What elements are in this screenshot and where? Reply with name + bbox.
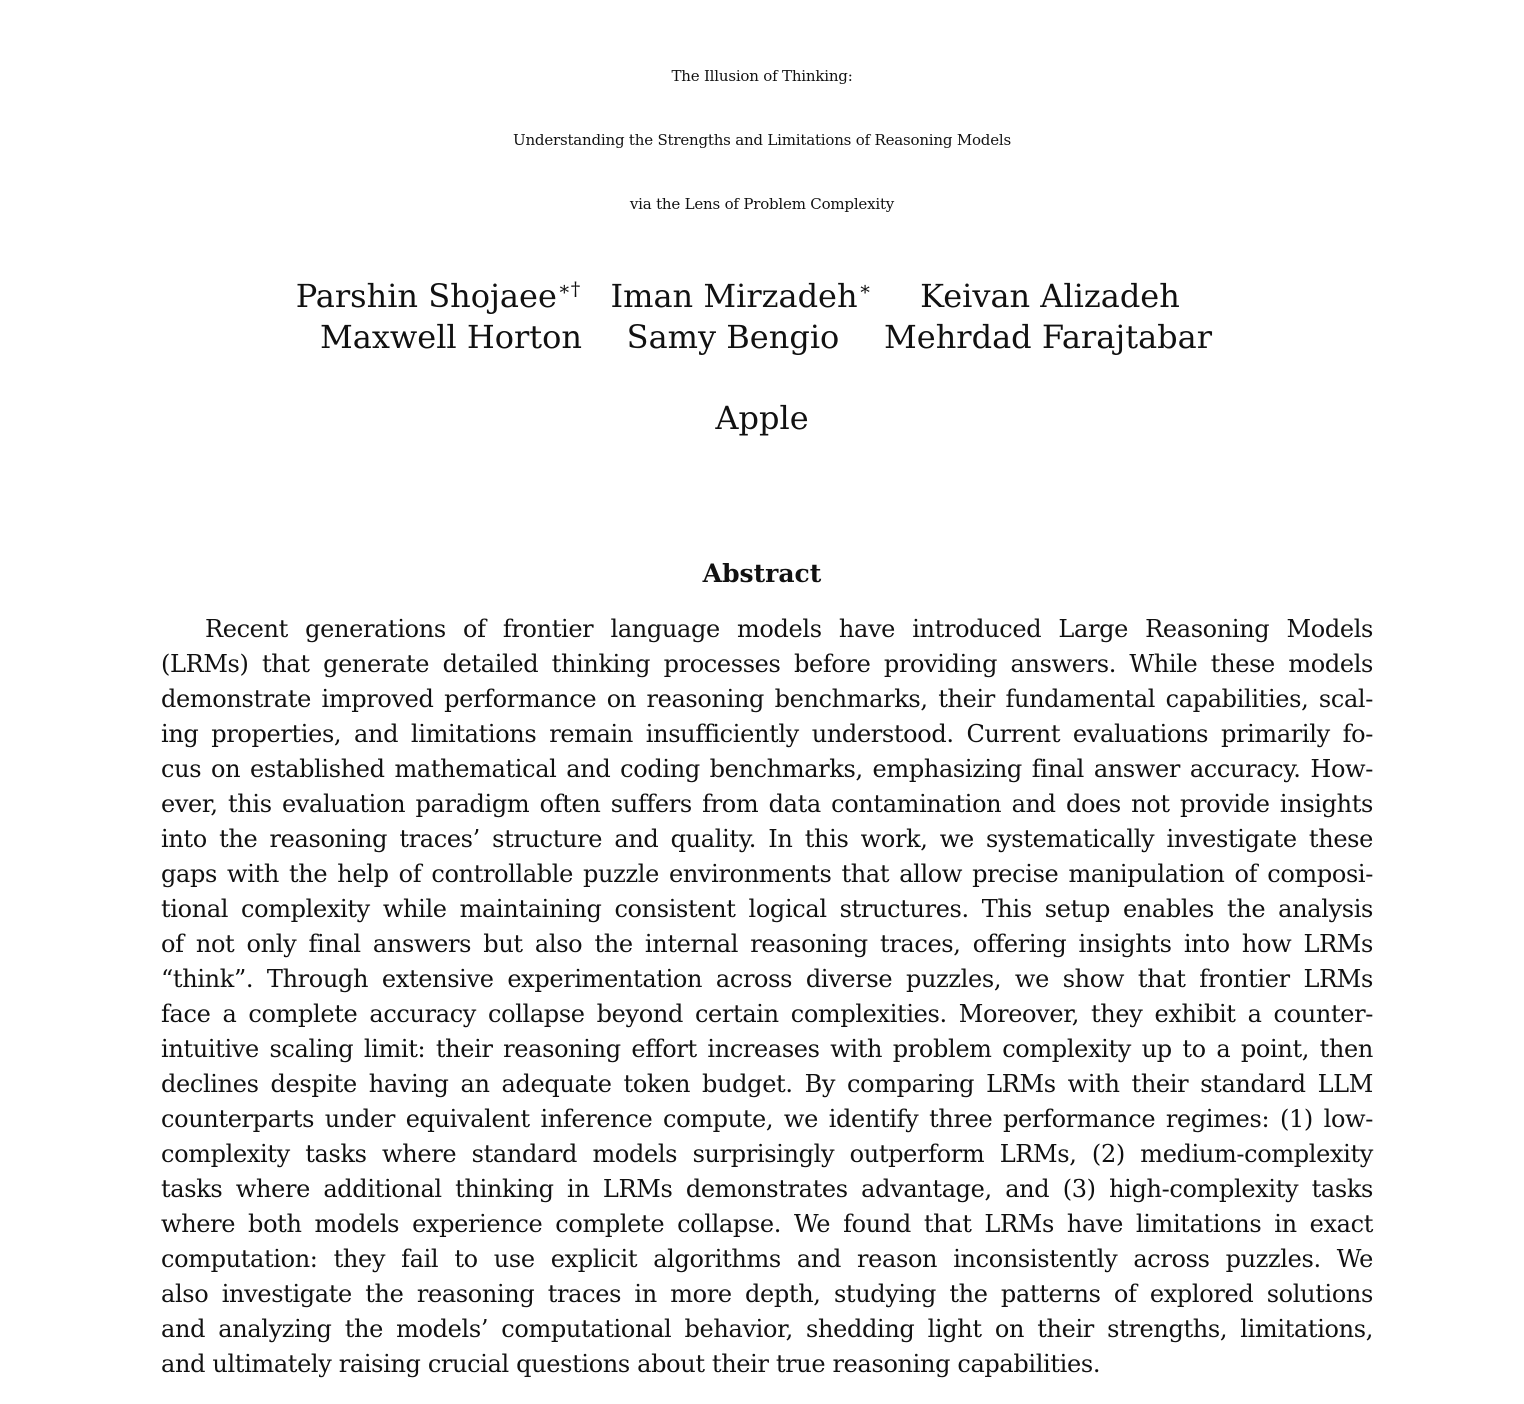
- abstract-line: face a complete accuracy collapse beyond certain complexities. Moreover, they exhibit a counter-: [161, 1000, 1373, 1028]
- abstract-line: of not only final answers but also the internal reasoning traces, offering insights into how LRMs: [161, 930, 1373, 958]
- abstract-line: tional complexity while maintaining consistent logical structures. This setup enables the analysis: [161, 895, 1373, 923]
- abstract-line: also investigate the reasoning traces in more depth, studying the patterns of explored solutions: [161, 1280, 1373, 1308]
- abstract-line: into the reasoning traces’ structure and quality. In this work, we systematically investigate these: [161, 825, 1373, 853]
- author-name: Samy Bengio: [626, 318, 840, 356]
- abstract-line: ing properties, and limitations remain insufficiently understood. Current evaluations primarily fo-: [161, 720, 1373, 748]
- abstract-line: intuitive scaling limit: their reasoning effort increases with problem complexity up to a point, then: [161, 1035, 1373, 1063]
- abstract-line: tasks where additional thinking in LRMs demonstrates advantage, and (3) high-complexity tasks: [161, 1175, 1373, 1203]
- title-line-2: Understanding the Strengths and Limitations of Reasoning Models: [513, 131, 1011, 149]
- author-name: Parshin Shojaee∗†: [295, 277, 581, 315]
- author-name: Mehrdad Farajtabar: [883, 318, 1213, 356]
- abstract-line: where both models experience complete collapse. We found that LRMs have limitations in exact: [161, 1210, 1373, 1238]
- affiliation: Apple: [715, 399, 809, 437]
- abstract-heading: Abstract: [702, 559, 822, 588]
- author-name: Maxwell Horton: [319, 318, 583, 356]
- author-row-1: [0, 276, 1524, 316]
- author-footnote-mark: ∗: [858, 278, 872, 301]
- title-line-1: The Illusion of Thinking:: [671, 67, 853, 85]
- abstract-line: and ultimately raising crucial questions about their true reasoning capabilities.: [161, 1350, 1101, 1378]
- author-name: Iman Mirzadeh∗: [610, 277, 872, 315]
- abstract-body: [161, 612, 1373, 1382]
- abstract-line: and analyzing the models’ computational behavior, shedding light on their strengths, limitations,: [161, 1315, 1373, 1343]
- abstract-line: cus on established mathematical and coding benchmarks, emphasizing final answer accuracy. How-: [161, 755, 1373, 783]
- abstract-line: (LRMs) that generate detailed thinking processes before providing answers. While these models: [161, 650, 1373, 678]
- author-name: Keivan Alizadeh: [920, 277, 1180, 315]
- abstract-line: Recent generations of frontier language models have introduced Large Reasoning Models: [205, 615, 1373, 643]
- abstract-line: computation: they fail to use explicit algorithms and reason inconsistently across puzzles. We: [161, 1245, 1373, 1273]
- author-footnote-mark: ∗†: [557, 278, 581, 301]
- abstract-line: gaps with the help of controllable puzzle environments that allow precise manipulation of composi-: [161, 860, 1373, 888]
- abstract-line: ever, this evaluation paradigm often suffers from data contamination and does not provide insights: [161, 790, 1373, 818]
- author-row-2: [0, 317, 1524, 357]
- abstract-line: complexity tasks where standard models surprisingly outperform LRMs, (2) medium-complexity: [161, 1140, 1373, 1168]
- abstract-line: counterparts under equivalent inference compute, we identify three performance regimes: (1) low-: [161, 1105, 1373, 1133]
- paper-title: [0, 44, 1524, 236]
- abstract-line: demonstrate improved performance on reasoning benchmarks, their fundamental capabilities, scal-: [161, 685, 1373, 713]
- abstract-line: declines despite having an adequate token budget. By comparing LRMs with their standard LLM: [161, 1070, 1373, 1098]
- abstract-line: “think”. Through extensive experimentation across diverse puzzles, we show that frontier LRMs: [161, 965, 1373, 993]
- title-line-3: via the Lens of Problem Complexity: [629, 195, 895, 213]
